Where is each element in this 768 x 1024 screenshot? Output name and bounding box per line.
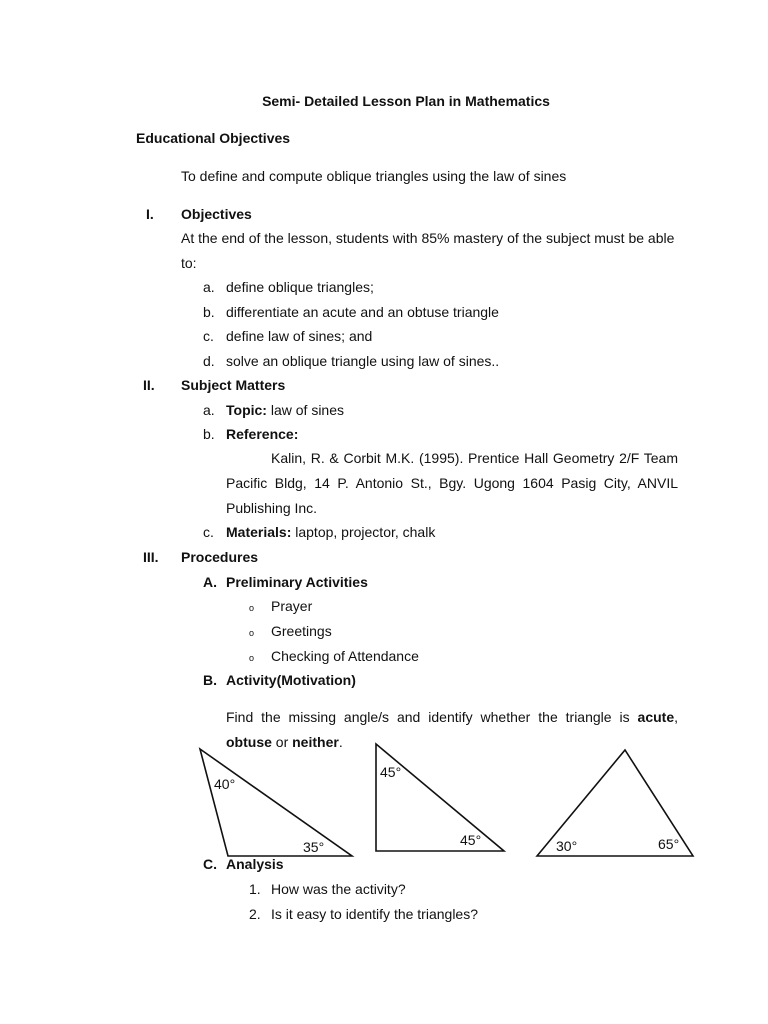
preliminary-label: A. bbox=[203, 574, 217, 590]
section-3-numeral: III. bbox=[143, 549, 159, 565]
triangle-3-angle-right: 65° bbox=[658, 836, 680, 852]
activity-period: . bbox=[338, 734, 343, 750]
triangle-2 bbox=[376, 744, 504, 851]
section-3-heading: Procedures bbox=[181, 549, 259, 565]
materials-label: Materials: bbox=[226, 524, 292, 540]
activity-acute: acute bbox=[637, 709, 675, 725]
triangle-3 bbox=[537, 750, 693, 856]
reference-line-1: Kalin, R. & Corbit M.K. (1995). Prentice Hall Geometry 2/F Team bbox=[271, 450, 678, 466]
bullet-icon: o bbox=[249, 653, 255, 663]
analysis-num-1: 1. bbox=[249, 881, 261, 897]
objective-letter-a: a. bbox=[203, 279, 215, 295]
objective-letter-c: c. bbox=[203, 328, 214, 344]
objective-letter-b: b. bbox=[203, 304, 215, 320]
preliminary-heading: Preliminary Activities bbox=[226, 574, 368, 590]
reference-line-2: Pacific Bldg, 14 P. Antonio St., Bgy. Ugong 1604 Pasig City, ANVIL bbox=[226, 475, 678, 491]
analysis-heading: Analysis bbox=[226, 856, 284, 872]
educational-objectives-heading: Educational Objectives bbox=[136, 130, 291, 146]
objective-item-a: define oblique triangles; bbox=[226, 279, 374, 295]
page-title: Semi- Detailed Lesson Plan in Mathematics bbox=[262, 93, 550, 109]
analysis-item-2: Is it easy to identify the triangles? bbox=[271, 906, 478, 922]
activity-heading: Activity(Motivation) bbox=[226, 672, 356, 688]
bullet-icon: o bbox=[249, 628, 255, 638]
triangle-2-angle-top: 45° bbox=[380, 764, 402, 780]
section-2-heading: Subject Matters bbox=[181, 377, 286, 393]
topic-letter: a. bbox=[203, 402, 215, 418]
objective-item-c: define law of sines; and bbox=[226, 328, 373, 344]
objective-item-d: solve an oblique triangle using law of sines.. bbox=[226, 353, 500, 369]
preliminary-item-2: Greetings bbox=[271, 623, 332, 639]
activity-label: B. bbox=[203, 672, 217, 688]
analysis-label: C. bbox=[203, 856, 217, 872]
educational-objectives-text: To define and compute oblique triangles using the law of sines bbox=[181, 168, 567, 184]
reference-line-3: Publishing Inc. bbox=[226, 500, 318, 516]
activity-neither: neither bbox=[292, 734, 339, 750]
section-2-numeral: II. bbox=[143, 377, 155, 393]
topic-value: law of sines bbox=[270, 402, 345, 418]
objective-item-b: differentiate an acute and an obtuse triangle bbox=[226, 304, 499, 320]
preliminary-item-3: Checking of Attendance bbox=[271, 648, 419, 664]
activity-text: Find the missing angle/s and identify whether the triangle is bbox=[226, 709, 630, 725]
section-1-numeral: I. bbox=[146, 206, 154, 222]
triangle-1-angle-right: 35° bbox=[303, 839, 325, 855]
bullet-icon: o bbox=[249, 603, 255, 613]
activity-obtuse: obtuse bbox=[226, 734, 272, 750]
triangle-3-angle-left: 30° bbox=[556, 838, 578, 854]
objectives-intro-line-2: to: bbox=[181, 255, 197, 271]
analysis-num-2: 2. bbox=[249, 906, 261, 922]
objective-letter-d: d. bbox=[203, 353, 215, 369]
triangle-2-angle-right: 45° bbox=[460, 832, 482, 848]
reference-label: Reference: bbox=[226, 426, 299, 442]
reference-letter: b. bbox=[203, 426, 215, 442]
materials-letter: c. bbox=[203, 524, 214, 540]
topic-label: Topic: bbox=[226, 402, 267, 418]
analysis-item-1: How was the activity? bbox=[271, 881, 406, 897]
materials-value: laptop, projector, chalk bbox=[295, 524, 436, 540]
triangle-1-angle-top: 40° bbox=[214, 776, 236, 792]
objectives-intro-line-1: At the end of the lesson, students with 85% mastery of the subject must be able bbox=[181, 230, 675, 246]
triangle-1 bbox=[200, 749, 352, 856]
activity-comma: , bbox=[674, 709, 678, 725]
preliminary-item-1: Prayer bbox=[271, 598, 313, 614]
section-1-heading: Objectives bbox=[181, 206, 252, 222]
activity-or: or bbox=[275, 734, 289, 750]
